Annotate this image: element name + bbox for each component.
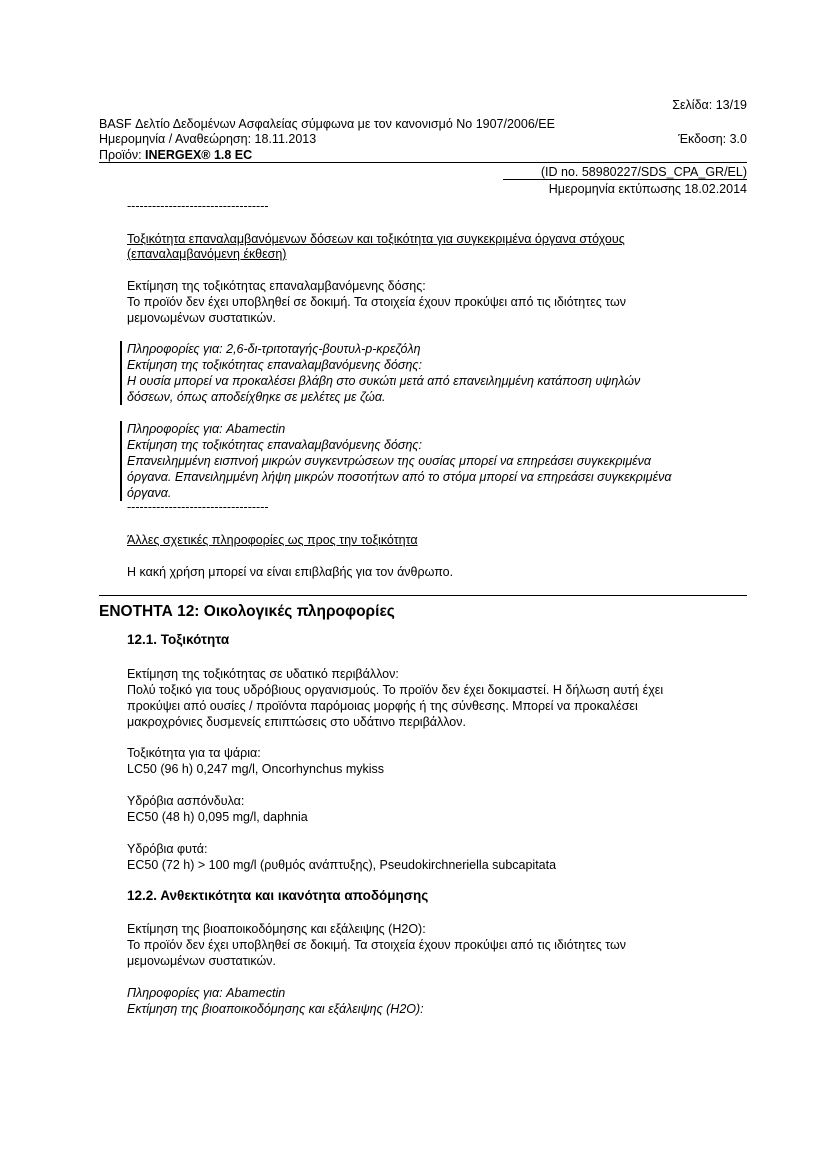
info-abamectin-biodegradation [127,985,424,1017]
assessment-text: μεμονωμένων συστατικών. [127,311,276,325]
aquatic-text: μακροχρόνιες δυσμενείς επιπτώσεις στο υδάτινο περιβάλλον. [127,715,466,729]
info-text: Η ουσία μπορεί να προκαλέσει βλάβη στο συκώτι μετά από επανειλημμένη κατάποση υψηλών [127,374,641,388]
biodegradation-text: Το προϊόν δεν έχει υποβληθεί σε δοκιμή. Τα στοιχεία έχουν προκύψει από τις ιδιότητες των [127,938,627,952]
change-bar [120,341,122,405]
header-divider [99,162,747,163]
assessment-label: Εκτίμηση της τοξικότητας επαναλαμβανόμενης δόσης: [127,279,426,293]
info-assessment: Εκτίμηση της τοξικότητας επαναλαμβανόμενης δόσης: [127,438,422,452]
info-label: Πληροφορίες για: 2,6-δι-τριτοταγής-βουτυλ-p-κρεζόλη [127,342,421,356]
biodegradation-assessment [127,921,626,969]
dash-separator: ---------------------------------- [127,199,269,213]
biodegradation-label: Εκτίμηση της βιοαποικοδόμησης και εξάλειψης (H2O): [127,922,426,936]
id-number: (ID no. 58980227/SDS_CPA_GR/EL) [540,165,747,179]
other-toxicity-text: Η κακή χρήση μπορεί να είναι επιβλαβής για τον άνθρωπο. [127,565,454,579]
page-number: Σελίδα: 13/19 [672,98,747,112]
section-divider [99,595,747,596]
info-text: Επανειλημμένη εισπνοή μικρών συγκεντρώσεων της ουσίας μπορεί να επηρεάσει συγκεκριμένα [127,454,652,468]
aquatic-assessment [127,666,663,730]
repeated-dose-title-2: (επαναλαμβανόμενη έκθεση) [127,247,287,261]
repeated-dose-title: Τοξικότητα επαναλαμβανόμενων δόσεων και τοξικότητα για συγκεκριμένα όργανα στόχους [127,232,625,246]
subsection-12-2-title: 12.2. Ανθεκτικότητα και ικανότητα αποδόμησης [127,888,429,903]
print-date: Ημερομηνία εκτύπωσης 18.02.2014 [548,182,747,196]
assessment-text: Το προϊόν δεν έχει υποβληθεί σε δοκιμή. Τα στοιχεία έχουν προκύψει από τις ιδιότητες των [127,295,627,309]
product-label: Προϊόν: [99,148,146,162]
invertebrates-toxicity [127,793,308,825]
info-text: δόσεων, όπως αποδείχθηκε σε μελέτες με ζώα. [127,390,386,404]
info-assessment: Εκτίμηση της βιοαποικοδόμησης και εξάλειψης (H2O): [127,1002,424,1016]
biodegradation-text: μεμονωμένων συστατικών. [127,954,276,968]
section-12-title: ΕΝΟΤΗΤΑ 12: Οικολογικές πληροφορίες [99,603,395,620]
info-text: όργανα. [127,486,172,500]
product-name: INERGEX® 1.8 EC [145,148,253,162]
repeated-dose-assessment [127,278,626,326]
info-abamectin [127,421,671,501]
info-label: Πληροφορίες για: Abamectin [127,422,286,436]
other-toxicity-title: Άλλες σχετικές πληροφορίες ως προς την τοξικότητα [127,533,418,547]
version: Έκδοση: 3.0 [678,132,747,146]
revision-date: Ημερομηνία / Αναθεώρηση: 18.11.2013 [99,132,317,146]
plants-label: Υδρόβια φυτά: [127,842,208,856]
plants-value: EC50 (72 h) > 100 mg/l (ρυθμός ανάπτυξης), Pseudokirchneriella subcapitata [127,858,557,872]
document-title: BASF Δελτίο Δεδομένων Ασφαλείας σύμφωνα με τον κανονισμό Νο 1907/2006/ΕΕ [99,117,555,131]
fish-value: LC50 (96 h) 0,247 mg/l, Oncorhynchus mykiss [127,762,385,776]
aquatic-text: Πολύ τοξικό για τους υδρόβιους οργανισμούς. Το προϊόν δεν έχει δοκιμαστεί. Η δήλωση αυτή έχει [127,683,664,697]
plants-toxicity [127,841,556,873]
fish-label: Τοξικότητα για τα ψάρια: [127,746,261,760]
info-label: Πληροφορίες για: Abamectin [127,986,286,1000]
id-divider [503,179,747,180]
product-line [99,147,252,163]
subsection-12-1-title: 12.1. Τοξικότητα [127,632,230,647]
invertebrates-label: Υδρόβια ασπόνδυλα: [127,794,245,808]
change-bar [120,421,122,501]
info-assessment: Εκτίμηση της τοξικότητας επαναλαμβανόμενης δόσης: [127,358,422,372]
fish-toxicity [127,745,384,777]
aquatic-label: Εκτίμηση της τοξικότητας σε υδατικό περιβάλλον: [127,667,399,681]
invertebrates-value: EC50 (48 h) 0,095 mg/l, daphnia [127,810,308,824]
info-text: όργανα. Επανειλημμένη λήψη μικρών ποσοτήτων από το στόμα μπορεί να επηρεάσει συγκεκριμένα [127,470,672,484]
aquatic-text: προκύψει από ουσίες / προϊόντα παρόμοιας μορφής ή της σύνθεσης. Μπορεί να προκαλέσει [127,699,638,713]
dash-separator: ---------------------------------- [127,500,269,514]
info-bht [127,341,640,405]
